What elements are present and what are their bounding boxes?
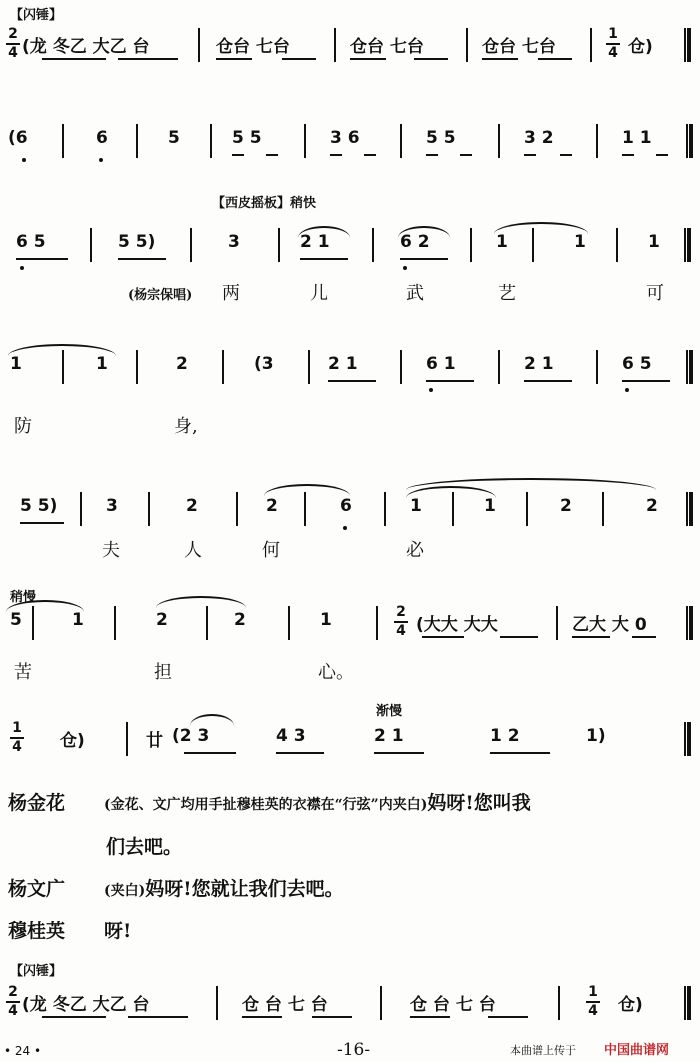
measure: 仓 台 七 台: [242, 995, 328, 1015]
measure: 2 1: [374, 726, 404, 746]
score-row-1: [0, 4, 700, 61]
tag-jianman: 渐慢: [376, 704, 403, 719]
measure: 2 1: [328, 354, 358, 374]
measure: 1): [586, 726, 606, 746]
measure: 6 2: [400, 232, 430, 252]
measure: 2: [176, 354, 188, 374]
measure: 1: [648, 232, 660, 252]
score-row-5: [0, 490, 700, 561]
dialogue-line-1-continued: [106, 832, 700, 859]
measure: 2: [156, 610, 168, 630]
lyric: 何: [262, 540, 280, 561]
measure: (3: [254, 354, 274, 374]
measure: 乙大 大 0: [572, 615, 647, 635]
measure: 2: [234, 610, 246, 630]
lyric: 人: [184, 540, 202, 561]
lyric: 儿: [310, 283, 328, 304]
measure: 仓 台 七 台: [410, 995, 496, 1015]
measure: (6: [8, 128, 28, 148]
time-signature: 2 4: [394, 605, 408, 639]
measure: 3: [106, 496, 118, 516]
measure: 5 5: [232, 128, 262, 148]
dialogue-line-1: [8, 788, 698, 815]
measure: 5: [10, 610, 22, 630]
measure: 2 1: [300, 232, 330, 252]
score-row-3: [0, 192, 700, 304]
measure: 3 6: [330, 128, 360, 148]
score-row-2: [0, 122, 700, 166]
measure: 2: [186, 496, 198, 516]
time-signature: 1 4: [10, 721, 24, 755]
measure: 2 1: [524, 354, 554, 374]
measure: 1: [320, 610, 332, 630]
measure: 仓台 七台: [216, 37, 290, 57]
spoken-words: 呀!: [104, 920, 132, 942]
measure: 4 3: [276, 726, 306, 746]
dialogue-line-2: [8, 874, 698, 901]
measure: 2: [646, 496, 658, 516]
page-corner-mark: • 24 •: [4, 1044, 42, 1058]
measure: 5: [168, 128, 180, 148]
measure: 仓): [60, 731, 85, 751]
measure: 5 5): [118, 232, 156, 252]
page-number: -16-: [337, 1040, 371, 1060]
measure: 仓): [628, 37, 653, 57]
time-signature: 2 4: [6, 985, 20, 1019]
speaker-name: 穆桂英: [8, 920, 66, 942]
measure: 仓台 七台: [350, 37, 424, 57]
score-row-4: [0, 348, 700, 437]
singer-note: (杨宗保唱): [128, 288, 193, 303]
measure: 6: [96, 128, 108, 148]
lyric: 可: [646, 283, 664, 304]
time-signature: 1 4: [606, 27, 620, 61]
lyric: 担: [154, 662, 172, 683]
lyric: 必: [406, 540, 424, 561]
tag-xipi-yaoban: 【西皮摇板】稍快: [212, 196, 317, 211]
time-signature: 1 4: [586, 985, 600, 1019]
measure: 1: [10, 354, 22, 374]
lyric: 心。: [318, 662, 354, 683]
measure: (2 3: [172, 726, 210, 746]
lyric: 艺: [498, 283, 516, 304]
time-signature: 2 4: [6, 27, 20, 61]
measure: 廿: [146, 731, 163, 751]
measure: 1: [72, 610, 84, 630]
measure: 1: [96, 354, 108, 374]
measure: (龙 冬乙 大乙 台: [22, 995, 150, 1015]
measure: 6 1: [426, 354, 456, 374]
lyric: 身,: [174, 416, 198, 437]
measure: 1: [484, 496, 496, 516]
lyric: 夫: [102, 540, 120, 561]
measure: 2: [266, 496, 278, 516]
measure: (龙 冬乙 大乙 台: [22, 37, 150, 57]
measure: 5 5: [426, 128, 456, 148]
tag-shanchui: 【闪锤】: [10, 8, 63, 23]
measure: 6 5: [622, 354, 652, 374]
measure: (大大 大大: [416, 615, 498, 635]
stage-direction: (夹白): [104, 883, 146, 899]
site-logo[interactable]: 中国曲谱网: [604, 1043, 670, 1058]
spoken-words: 妈呀!您叫我: [427, 792, 531, 814]
measure: 2: [560, 496, 572, 516]
measure: 仓): [618, 995, 643, 1015]
spoken-words: 妈呀!您就让我们去吧。: [145, 878, 344, 900]
score-row-7: [0, 700, 700, 755]
tag-shaoman: 稍慢: [10, 590, 37, 605]
measure: 5 5): [20, 496, 58, 516]
measure: 1: [410, 496, 422, 516]
stage-direction: (金花、文广均用手扯穆桂英的衣襟在“行弦”内夹白): [104, 797, 428, 813]
measure: 6: [340, 496, 352, 516]
spoken-words: 们去吧。: [106, 836, 183, 858]
tag-shanchui: 【闪锤】: [10, 964, 63, 979]
lyric: 防: [14, 416, 32, 437]
measure: 1 1: [622, 128, 652, 148]
speaker-name: 杨文广: [8, 878, 66, 900]
score-row-8: [0, 960, 700, 1019]
upload-credit: 本曲谱上传于: [510, 1044, 576, 1057]
lyric: 苦: [14, 662, 32, 683]
measure: 6 5: [16, 232, 46, 252]
dialogue-line-3: [8, 916, 698, 943]
measure: 仓台 七台: [482, 37, 556, 57]
measure: 1: [574, 232, 586, 252]
lyric: 武: [406, 283, 424, 304]
lyric: 两: [222, 283, 240, 304]
measure: 1: [496, 232, 508, 252]
measure: 1 2: [490, 726, 520, 746]
measure: 3 2: [524, 128, 554, 148]
speaker-name: 杨金花: [8, 792, 66, 814]
measure: 3: [228, 232, 240, 252]
score-row-6: [0, 586, 700, 683]
